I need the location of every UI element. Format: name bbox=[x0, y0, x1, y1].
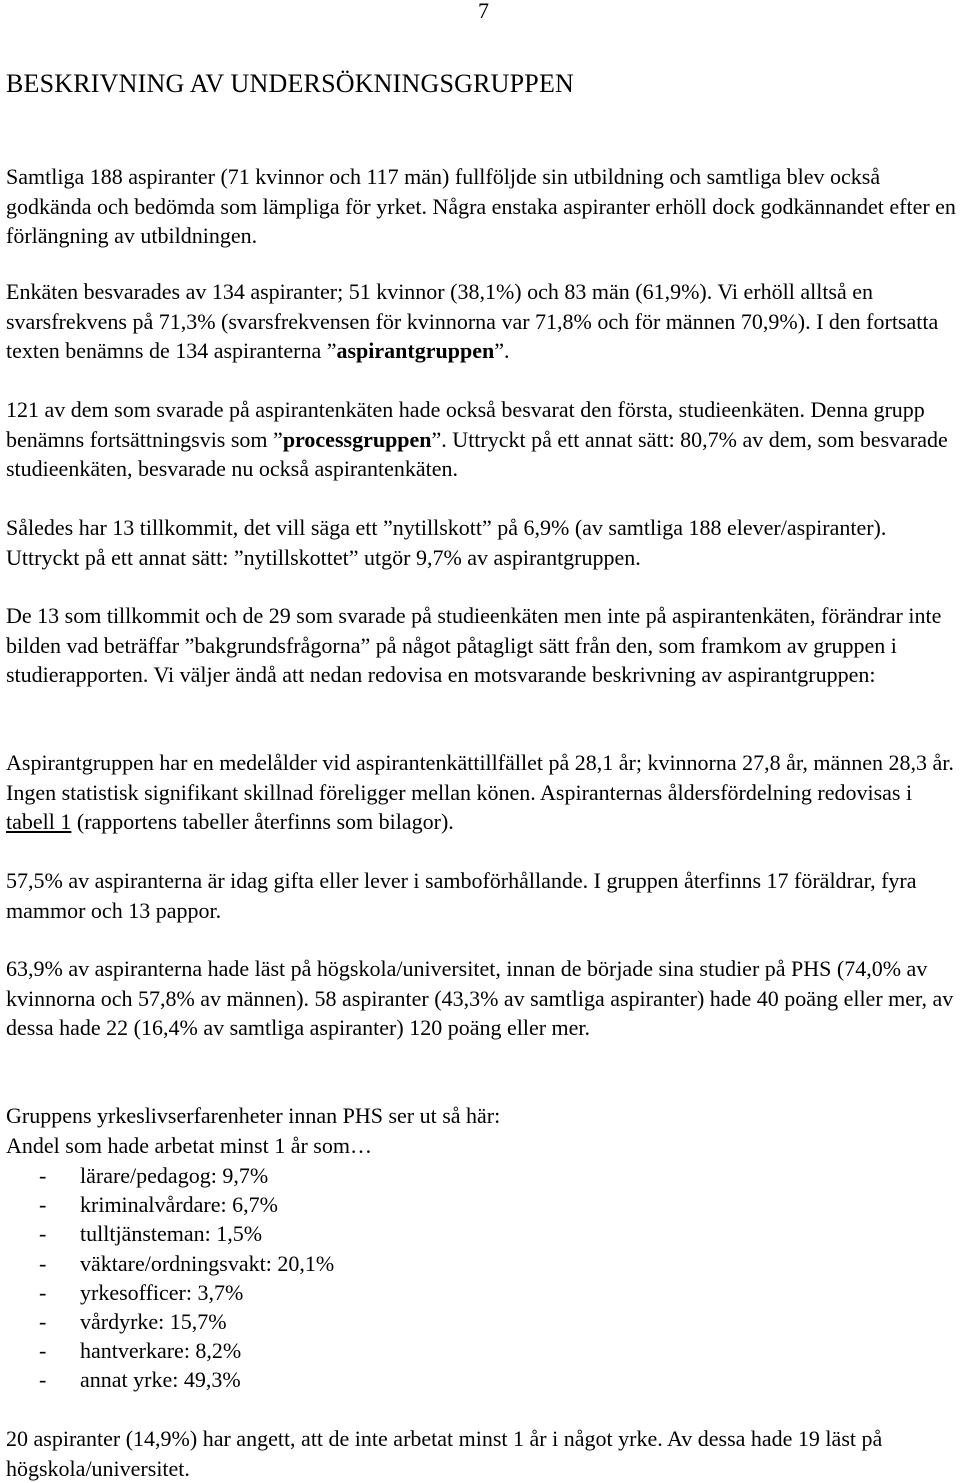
list-item: - tulltjänsteman: 1,5% bbox=[39, 1221, 263, 1247]
paragraph-text: Aspirantgruppen har en medelålder vid aspirantenkättillfället på 28,1 år; kvinnorna 27,8 år, männen 28,3 år. Ingen statistisk signifikant skillnad föreligger mellan könen. Aspiranternas åldersfördelning redovisas i bbox=[6, 750, 954, 805]
list-item: - väktare/ordningsvakt: 20,1% bbox=[39, 1250, 335, 1276]
paragraph-text: (rapportens tabeller återfinns som bilagor). bbox=[71, 809, 454, 834]
list-item: - lärare/pedagog: 9,7% bbox=[39, 1163, 269, 1188]
paragraph-background-questions: De 13 som tillkommit och de 29 som svarade på studieenkäten men inte på aspirantenkäten, förändrar inte bilden vad beträffar ”bakgrundsfrågorna” på något påtagligt sätt från den, som framkom av gruppen i studierapporten. Vi väljer ändå att nedan redovisa en motsvarande beskrivning av aspirantgruppen: bbox=[6, 603, 942, 687]
paragraph-participants: Samtliga 188 aspiranter (71 kvinnor och 117 män) fullföljde sin utbildning och samtliga blev också godkända och bedömda som lämpliga för yrket. Några enstaka aspiranter erhöll dock godkännandet efter en förlängning av utbildningen. bbox=[6, 164, 956, 248]
list-item: - yrkesofficer: 3,7% bbox=[39, 1279, 244, 1305]
paragraph-education: 63,9% av aspiranterna hade läst på högskola/universitet, innan de började sina studier på PHS (74,0% av kvinnorna och 57,8% av männen). 58 aspiranter (43,3% av samtliga aspiranter) hade 40 poäng eller mer, av dessa hade 22 (16,4% av samtliga aspiranter) 120 poäng eller mer. bbox=[6, 956, 954, 1040]
table-1-link[interactable]: tabell 1 bbox=[6, 809, 72, 834]
paragraph-no-work-experience: 20 aspiranter (14,9%) har angett, att de inte arbetat minst 1 år i något yrke. Av dessa hade 19 läst på högskola/universitet. bbox=[6, 1426, 883, 1481]
term-aspirantgruppen: aspirantgruppen bbox=[336, 338, 495, 363]
paragraph-response-rate bbox=[6, 277, 956, 366]
paragraph-text: Enkäten besvarades av 134 aspiranter; 51 kvinnor (38,1%) och 83 män (61,9%). Vi erhöll alltså en svarsfrekvens på 71,3% (svarsfrekvensen för kvinnorna var 71,8% och för männen 70,9%). I den fortsatta texten benämns de 134 aspiranterna ” bbox=[6, 279, 939, 363]
paragraph-text: ”. bbox=[494, 338, 510, 363]
paragraph-new-additions: Således har 13 tillkommit, det vill säga ett ”nytillskott” på 6,9% (av samtliga 188 elever/aspiranter). Uttryckt på ett annat sätt: ”nytillskottet” utgör 9,7% av aspirantgruppen. bbox=[6, 515, 887, 570]
list-item: - hantverkare: 8,2% bbox=[39, 1338, 242, 1364]
occupation-list bbox=[6, 1161, 334, 1395]
section-heading: BESKRIVNING AV UNDERSÖKNINGSGRUPPEN bbox=[6, 69, 575, 98]
work-experience-subheading: Andel som hade arbetat minst 1 år som… bbox=[6, 1132, 372, 1158]
paragraph-family: 57,5% av aspiranterna är idag gifta eller lever i samboförhållande. I gruppen återfinns 17 föräldrar, fyra mammor och 13 pappor. bbox=[6, 868, 917, 923]
paragraph-text: ”. Uttryckt på ett annat sätt: 80,7% av dem, som besvarade studieenkäten, besvarade nu också aspirantenkäten. bbox=[6, 426, 948, 481]
paragraph-work-experience-intro bbox=[6, 1101, 956, 1160]
list-item: - kriminalvårdare: 6,7% bbox=[39, 1192, 278, 1218]
paragraph-process-group bbox=[6, 395, 956, 484]
paragraph-text: 121 av dem som svarade på aspirantenkäten hade också besvarat den första, studieenkäten. Denna grupp benämns fortsättningsvis som ” bbox=[6, 397, 925, 452]
work-experience-heading: Gruppens yrkeslivserfarenheter innan PHS ser ut så här: bbox=[6, 1103, 501, 1128]
paragraph-age bbox=[6, 748, 956, 837]
list-item: - annat yrke: 49,3% bbox=[39, 1367, 241, 1393]
page-number: 7 bbox=[478, 0, 489, 23]
term-processgruppen: processgruppen bbox=[282, 426, 432, 452]
list-item: - vårdyrke: 15,7% bbox=[39, 1308, 227, 1334]
